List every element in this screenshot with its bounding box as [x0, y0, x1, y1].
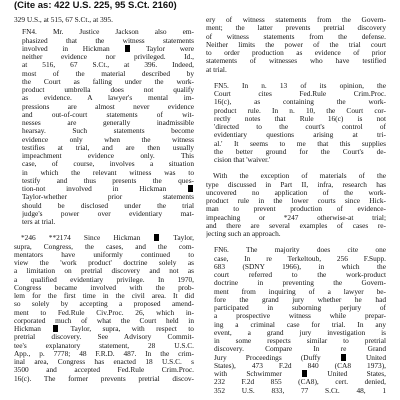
citation-header: (Cite as: 422 U.S. 225, 95 S.Ct. 2160)	[14, 0, 177, 11]
text-line: *246 **2174 Since Hickman Taylor,	[21, 234, 194, 243]
redaction-mark	[341, 354, 346, 361]
left-column	[14, 16, 194, 383]
text-line: with Schwimmer United States,	[214, 370, 386, 378]
redaction-mark	[188, 185, 193, 192]
redaction-mark	[302, 370, 307, 377]
redaction-mark	[125, 45, 130, 52]
body-paragraph-continued: ery of witness statements from the Govern- ment; the latter prevents pretrial discovery of witness statements from the defense. Neither limits the power of the trial court to order production as evidence of prior statements of witnesses who have testified at trial.	[206, 16, 386, 74]
redaction-mark	[154, 234, 159, 241]
reference-line: 329 U.S., at 515, 67 S.Ct., at 395.	[14, 16, 113, 24]
text-line: Jury Proceedings (Duffy United	[214, 353, 386, 362]
footnote-6: FN6. The majority does cite one case, In re Terkeltoub, 256 F.Supp. 683 (SDNY 1966), in which the court referred to the work-product doctrine in preventing the Govern- ment from inquiring of a lawyer be- fore the grand jury whether he had participated in suborning perjury of a prospective witness while prepar- ing a criminal case for trial. In any event, a grand jury investigation is in some respects similar to pretrial discovery. Compare In re Grand Jury Proceedings (Duffy United States), 473 F.2d 840 (CA8 1973), with Schwimmer United States, 232 F.2d 855 (CA8), cert. denied, 352 U.S. 833, 77 S.Ct. 48, 1	[214, 246, 386, 395]
body-paragraph-2: With the exception of materials of the type discussed in Part II, infra, research has uncovered no application of the work- product rule in the lower courts since Hick- man to prevent production of evidence- impeaching or *247 otherwise-at trial; and there are several examples of cases re- jecting such an approach.	[206, 172, 386, 238]
text-line: involved in Hickman Taylor were	[22, 44, 194, 53]
body-paragraph: *246 **2174 Since Hickman Taylor, supra, Congress, the cases, and the com- mentators have uniformly continued to view the 'work product' doctrine solely as a limitation on pretrial discovery and not as a qualified evidentiary privilege. In 1970, Congress became involved with the prob- lem for the first time in the civil area. It did so solely by accepting a proposed amend- ment to Fed.Rule Civ.Proc. 26, which in- corporated much of what the Court held in Hickman Taylor, supra, with respect to pretrial discovery. See Advisory Commit- tee's explanatory statement, 28 U.S.C. App., p. 7778; 48 F.R.D. 487. In the crim- inal area, Congress has enacted 18 U.S.C. s 3500 and accepted Fed.Rule Crim.Proc. 16(c). The former prevents pretrial discov-	[14, 234, 194, 383]
right-column	[206, 16, 386, 395]
redaction-mark	[53, 325, 58, 332]
text-line: tion-not involved in Hickman	[22, 185, 194, 193]
footnote-5: FN5. In n. 13 of its opinion, the Court cites Fed.Rule Crim.Proc. 16(c), as containing the work- product rule. In n. 10, the Court cor- rectly notes that Rule 16(c) is not 'directed to the court's control of evidentiary questions arising at tri- al.' It seems to me that this supplies the better ground for the Court's de- cision that 'waiver.'	[214, 81, 386, 164]
footnote-4: FN4. Mr. Justice Jackson also em- phasized that the witness statements involved in Hickman Taylor were neither evidence nor privileged. Id., at 516, 67 S.Ct., at 396. Indeed, most of the material described by the Court as falling under the work- product umbrella does not qualify as evidence. A lawyer's mental im- pressions are almost never evidence and out-of-court statements of wit- nesses are generally inadmissible hearsay. Such statements become evidence only when the witness testifies at trial, and are then usually impeachment evidence only. This case, of course, involves a situation in which the relevant witness was to testify and thus presents the ques- tion-not involved in Hickman Taylor-whether prior statements should be disclosed under the trial judge's power over evidentiary mat- ters at trial.	[22, 28, 194, 226]
text-line: Hickman Taylor, supra, with respect to	[14, 325, 194, 333]
